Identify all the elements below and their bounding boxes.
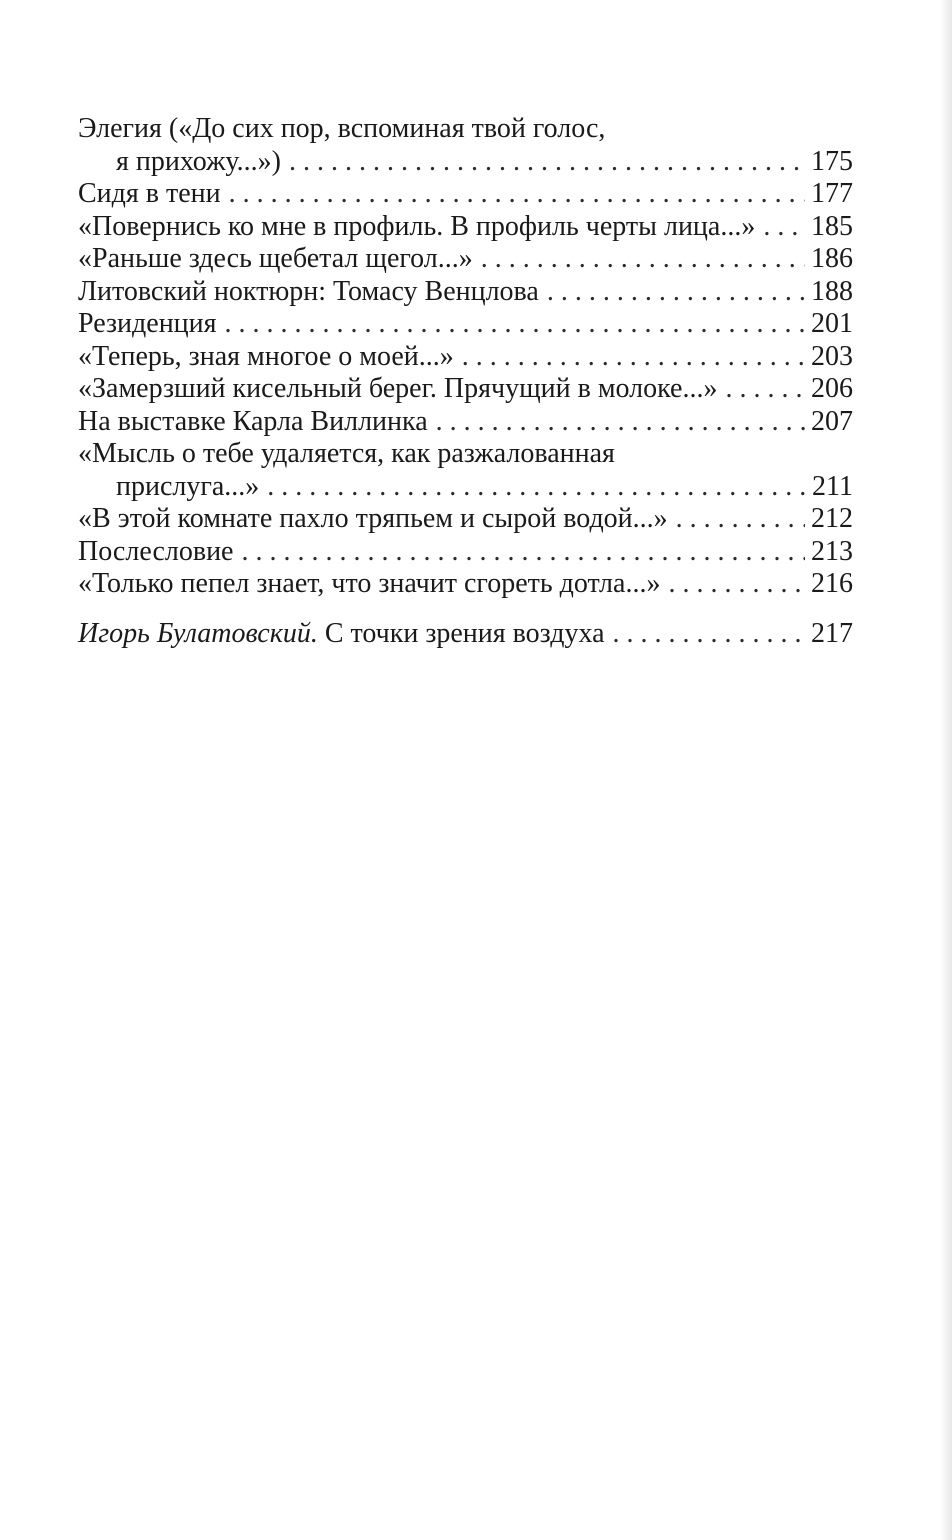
toc-entry-title: Послесловие [78, 535, 234, 567]
dot-leader [547, 276, 805, 309]
toc-page-number: 213 [811, 535, 853, 567]
toc-entry-title: На выставке Карла Виллинка [78, 405, 428, 437]
toc-entry-line [78, 146, 853, 179]
toc-page-number: 216 [811, 568, 853, 599]
toc-entry [78, 568, 853, 601]
toc-entry-line [78, 503, 853, 536]
toc-entry-line [78, 471, 853, 504]
dot-leader [763, 211, 805, 244]
toc-entry-title: Сидя в тени [78, 178, 221, 209]
toc-entry-title: «Теперь, зная многое о моей...» [78, 340, 454, 372]
toc-entry-line [78, 243, 853, 276]
toc-entry [78, 438, 853, 503]
dot-leader [613, 618, 805, 651]
toc-entry-title-part1: Элегия («До сих пор, вспоминая твой голос, [78, 113, 606, 144]
toc-entry-first-line [78, 438, 853, 471]
dot-leader [481, 243, 805, 276]
toc-entry-line [78, 308, 853, 341]
toc-page-number: 185 [811, 210, 853, 242]
toc-entry-line [78, 536, 853, 569]
toc-entry-first-line [78, 113, 853, 146]
toc-entry-title: Резиденция [78, 308, 217, 339]
table-of-contents [78, 113, 853, 650]
toc-page-number: 211 [812, 470, 853, 502]
dot-leader [267, 471, 806, 504]
toc-entry [78, 341, 853, 374]
toc-entry-title: «В этой комнате пахло тряпьем и сырой водой...» [78, 503, 668, 534]
author-name: Игорь Булатовский. [78, 617, 318, 649]
toc-entry-line [78, 568, 853, 601]
toc-entry [78, 308, 853, 341]
dot-leader [726, 373, 806, 406]
toc-entry-line [78, 341, 853, 374]
toc-entry [78, 406, 853, 439]
toc-entry-line [78, 211, 853, 244]
toc-entry-line [78, 276, 853, 309]
toc-page-number: 188 [811, 275, 853, 307]
toc-entry [78, 503, 853, 536]
toc-page-number: 217 [811, 617, 853, 649]
toc-page-number: 186 [811, 243, 853, 274]
toc-entry [78, 113, 853, 178]
toc-page-number: 203 [811, 340, 853, 372]
toc-entry-line [78, 178, 853, 211]
toc-entry [78, 536, 853, 569]
toc-page-number: 207 [811, 405, 853, 437]
toc-entry [78, 243, 853, 276]
toc-page-number: 206 [811, 373, 853, 404]
dot-leader [225, 308, 805, 341]
page-edge-shadow [940, 0, 952, 1540]
dot-leader [289, 146, 805, 179]
dot-leader [462, 341, 805, 374]
dot-leader [241, 536, 805, 569]
toc-page-number: 201 [811, 308, 853, 339]
essay-title: С точки зрения воздуха [324, 617, 605, 649]
toc-entry [78, 373, 853, 406]
toc-entry [78, 211, 853, 244]
toc-entry [78, 276, 853, 309]
toc-entry-title: «Раньше здесь щебетал щегол...» [78, 243, 473, 274]
toc-entry-title: «Повернись ко мне в профиль. В профиль черты лица...» [78, 210, 756, 242]
toc-final-entry [78, 618, 853, 651]
dot-leader [229, 178, 805, 211]
toc-entry-line [78, 373, 853, 406]
toc-entry [78, 178, 853, 211]
toc-page-number: 175 [811, 145, 853, 177]
dot-leader [668, 568, 805, 601]
toc-entry-title-group [78, 618, 605, 651]
toc-page-number: 177 [811, 178, 853, 209]
toc-entry-title: «Только пепел знает, что значит сгореть дотла...» [78, 568, 661, 599]
toc-entry-title: «Замерзший кисельный берег. Прячущий в молоке...» [78, 373, 718, 404]
toc-entry-line [78, 406, 853, 439]
toc-page-number: 212 [811, 503, 853, 534]
toc-entry-title: прислуга...» [116, 470, 260, 502]
toc-entry-title-part1: «Мысль о тебе удаляется, как разжалованная [78, 438, 615, 469]
toc-entry-title: Литовский ноктюрн: Томасу Венцлова [78, 275, 539, 307]
toc-entry-line [78, 618, 853, 651]
toc-entry-title: я прихожу...») [116, 145, 281, 177]
dot-leader [676, 503, 805, 536]
dot-leader [436, 406, 805, 439]
